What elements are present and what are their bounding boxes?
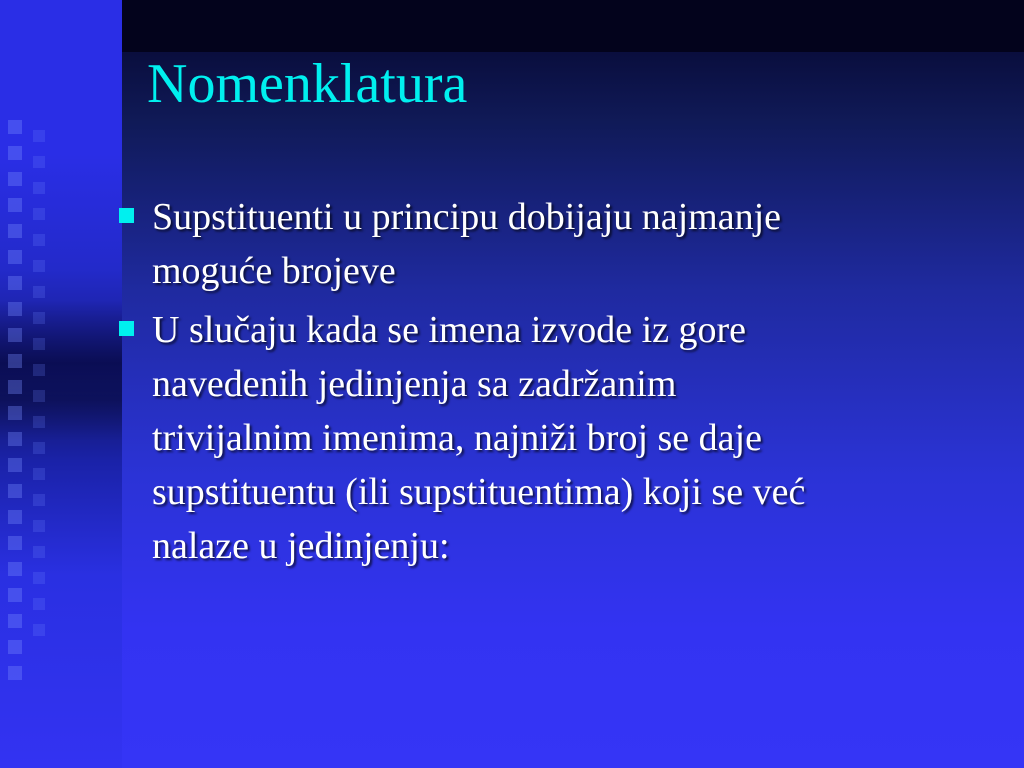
- bullet-text-line: trivijalnim imenima, najniži broj se daje: [152, 417, 762, 459]
- decorative-squares-column-1: [8, 120, 26, 692]
- bullet-text-line: moguće brojeve: [152, 250, 396, 292]
- bullet-text-line: supstituentu (ili supstituentima) koji se već: [152, 471, 806, 513]
- bullet-text-line: nalaze u jedinjenju:: [152, 525, 450, 567]
- bullet-item: [116, 303, 976, 573]
- square-bullet-icon: [119, 208, 134, 223]
- top-dark-band: [122, 0, 1024, 52]
- bullet-text-line: U slučaju kada se imena izvode iz gore: [152, 309, 747, 351]
- decorative-squares-column-2: [33, 130, 51, 650]
- bullet-list: [116, 190, 976, 578]
- bullet-text-line: navedenih jedinjenja sa zadržanim: [152, 363, 677, 405]
- slide-title: Nomenklatura: [147, 53, 468, 115]
- square-bullet-icon: [119, 321, 134, 336]
- bullet-text-line: Supstituenti u principu dobijaju najmanje: [152, 196, 782, 238]
- bullet-item: [116, 190, 976, 298]
